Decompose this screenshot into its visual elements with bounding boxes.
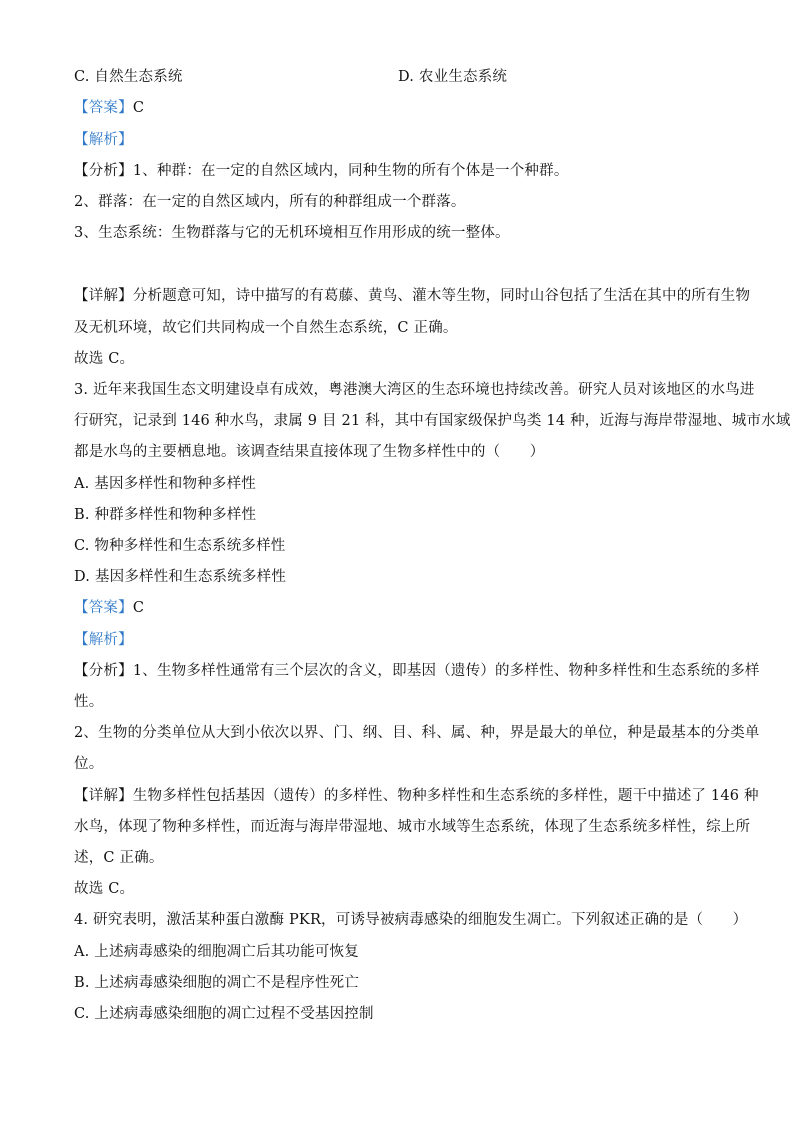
prev-analysis-tag: 【解析】 (74, 132, 133, 148)
detail-tag: 【详解】 (74, 788, 133, 804)
fenxi-text: 1、生物多样性通常有三个层次的含义，即基因（遗传）的多样性、物种多样性和生态系统的多样 (132, 663, 760, 679)
prev-answer (74, 98, 144, 118)
answer-value: C (132, 600, 145, 616)
q4-option-b: B. 上述病毒感染细胞的凋亡不是程序性死亡 (74, 975, 360, 991)
q4-option-c: C. 上述病毒感染细胞的凋亡过程不受基因控制 (74, 1006, 374, 1022)
prev-option-c: C. 自然生态系统 (74, 69, 183, 85)
q3-option-c: C. 物种多样性和生态系统多样性 (74, 538, 286, 554)
fenxi-text: 1、种群：在一定的自然区域内，同种生物的所有个体是一个种群。 (132, 163, 569, 179)
q3-fenxi-line1b: 性。 (74, 694, 104, 710)
q3-fenxi-line1 (74, 661, 760, 681)
q3-detail-line1 (74, 786, 759, 806)
q4-stem-line1: 4. 研究表明，激活某种蛋白激酶 PKR，可诱导被病毒感染的细胞发生凋亡。下列叙述正确的是（ ） (74, 912, 748, 928)
q3-stem-line2: 行研究，记录到 146 种水鸟，隶属 9 目 21 科，其中有国家级保护鸟类 14 种，近海与海岸带湿地、城市水域 (74, 413, 791, 429)
fenxi-tag: 【分析】 (74, 663, 133, 679)
q3-fenxi-line2b: 位。 (74, 756, 104, 772)
q3-fenxi-line2: 2、生物的分类单位从大到小依次以界、门、纲、目、科、属、种，界是最大的单位，种是最基本的分类单 (74, 725, 760, 741)
q3-detail-line3: 述，C 正确。 (74, 850, 164, 866)
q3-stem-line3: 都是水鸟的主要栖息地。该调查结果直接体现了生物多样性中的（ ） (74, 444, 545, 460)
detail-text: 生物多样性包括基因（遗传）的多样性、物种多样性和生态系统的多样性，题干中描述了 146 种 (132, 788, 759, 804)
q3-conclusion: 故选 C。 (74, 881, 135, 897)
q3-answer (74, 598, 144, 618)
fenxi-tag: 【分析】 (74, 163, 133, 179)
answer-value: C (132, 100, 145, 116)
prev-detail-line2: 及无机环境，故它们共同构成一个自然生态系统，C 正确。 (74, 320, 458, 336)
prev-detail-line1 (74, 286, 750, 306)
prev-option-d: D. 农业生态系统 (398, 69, 508, 85)
detail-text: 分析题意可知，诗中描写的有葛藤、黄鸟、灌木等生物，同时山谷包括了生活在其中的所有生物 (132, 288, 751, 304)
prev-fenxi-line3: 3、生态系统：生物群落与它的无机环境相互作用形成的统一整体。 (74, 225, 510, 241)
answer-tag: 【答案】 (74, 100, 133, 116)
q3-option-b: B. 种群多样性和物种多样性 (74, 507, 257, 523)
q3-detail-line2: 水鸟，体现了物种多样性，而近海与海岸带湿地、城市水域等生态系统，体现了生态系统多样性，综上所 (74, 819, 751, 835)
q3-option-a: A. 基因多样性和物种多样性 (74, 476, 256, 492)
prev-fenxi-line2: 2、群落：在一定的自然区域内，所有的种群组成一个群落。 (74, 194, 466, 210)
prev-conclusion: 故选 C。 (74, 351, 135, 367)
answer-tag: 【答案】 (74, 600, 133, 616)
q3-stem-line1: 3. 近年来我国生态文明建设卓有成效，粤港澳大湾区的生态环境也持续改善。研究人员对该地区的水鸟进 (74, 382, 755, 398)
q4-option-a: A. 上述病毒感染的细胞凋亡后其功能可恢复 (74, 944, 359, 960)
q3-option-d: D. 基因多样性和生态系统多样性 (74, 569, 287, 585)
q3-analysis-tag: 【解析】 (74, 632, 133, 648)
prev-fenxi-line1 (74, 161, 569, 181)
prev-option-row (74, 67, 508, 87)
detail-tag: 【详解】 (74, 288, 133, 304)
